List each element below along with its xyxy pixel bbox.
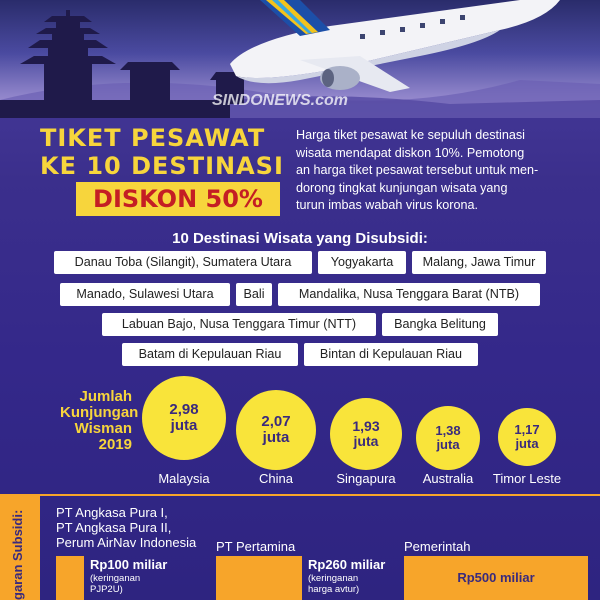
destination-chip: Bangka Belitung — [382, 313, 498, 336]
destination-chip: Danau Toba (Silangit), Sumatera Utara — [54, 251, 312, 274]
visitor-value: 1,93 — [352, 418, 380, 435]
visitor-country: Australia — [422, 471, 474, 486]
destination-chip: Bintan di Kepulauan Riau — [304, 343, 478, 366]
subsidy-bar — [56, 556, 84, 600]
visitor-unit: juta — [170, 417, 198, 434]
visitor-value: 1,17 — [514, 422, 540, 438]
subsidy-amount: Rp100 miliar — [90, 557, 168, 572]
visitor-unit: juta — [262, 429, 290, 446]
subsidy-recipient-line: Pemerintah — [404, 539, 471, 554]
subsidy-note: PJP2U) — [90, 584, 123, 595]
destination-chip: Labuan Bajo, Nusa Tenggara Timur (NTT) — [102, 313, 376, 336]
intro-line: turun imbas wabah virus korona. — [296, 198, 479, 212]
destination-chip: Manado, Sulawesi Utara — [60, 283, 230, 306]
destination-chip: Yogyakarta — [318, 251, 406, 274]
visitor-bubble — [498, 408, 556, 466]
intro-line: an harga tiket pesawat tersebut untuk men- — [296, 163, 539, 177]
visitor-value: 2,98 — [169, 401, 199, 419]
subsidy-recipient-line: PT Angkasa Pura II, — [56, 520, 172, 535]
subsidy-bar — [216, 556, 302, 600]
visitor-country: Malaysia — [158, 471, 210, 486]
visitor-bubble — [416, 406, 480, 470]
destination-chip: Malang, Jawa Timur — [412, 251, 546, 274]
title-line-1: TIKET PESAWAT — [40, 124, 266, 152]
destination-chip: Mandalika, Nusa Tenggara Barat (NTB) — [278, 283, 540, 306]
visitors-label — [60, 388, 139, 453]
visitor-country: Timor Leste — [492, 471, 562, 486]
subsidy-vertical-label: garan Subsidi: — [10, 509, 25, 600]
watermark-text: SINDONEWS.com — [212, 92, 349, 109]
visitor-bubble — [236, 390, 316, 470]
subsidy-amount: Rp260 miliar — [308, 557, 386, 572]
intro-line: wisata mendapat diskon 10%. Pemotong — [296, 145, 525, 160]
intro-line: Harga tiket pesawat ke sepuluh destinasi — [296, 128, 525, 142]
visitor-country: Singapura — [336, 471, 396, 486]
subsidy-recipient-line: Perum AirNav Indonesia — [56, 535, 197, 550]
subsidy-recipient-line: PT Pertamina — [216, 539, 296, 554]
visitor-value: 1,38 — [435, 423, 461, 439]
visitors-label-line: Jumlah — [79, 388, 132, 405]
visitor-bubble — [142, 376, 226, 460]
visitor-unit: juta — [353, 433, 379, 449]
visitor-country: China — [259, 471, 293, 486]
destinations-heading: 10 Destinasi Wisata yang Disubsidi: — [172, 230, 428, 247]
title-line-2: KE 10 DESTINASI — [40, 152, 284, 180]
visitor-bubble — [330, 398, 402, 470]
visitor-unit: juta — [436, 437, 460, 452]
subsidy-note: (keringanan — [90, 573, 141, 584]
destination-chip: Bali — [236, 283, 272, 306]
intro-line: dorong tingkat kunjungan wisata yang — [296, 180, 508, 195]
visitors-label-line: 2019 — [98, 436, 132, 453]
header-illustration — [0, 0, 600, 118]
subsidy-amount: Rp500 miliar — [457, 570, 535, 585]
intro-paragraph — [296, 127, 584, 215]
subsidy-recipient-line: PT Angkasa Pura I, — [56, 505, 168, 520]
visitor-unit: juta — [515, 436, 539, 451]
destination-chip: Batam di Kepulauan Riau — [122, 343, 298, 366]
visitors-label-line: Kunjungan — [60, 404, 139, 421]
airplane-icon — [230, 0, 560, 92]
visitor-value: 2,07 — [261, 413, 291, 431]
subsidy-note: (keringanan — [308, 573, 359, 584]
subsidy-note: harga avtur) — [308, 584, 360, 595]
visitors-label-line: Wisman — [74, 420, 132, 437]
discount-badge: DISKON 50% — [76, 182, 280, 216]
